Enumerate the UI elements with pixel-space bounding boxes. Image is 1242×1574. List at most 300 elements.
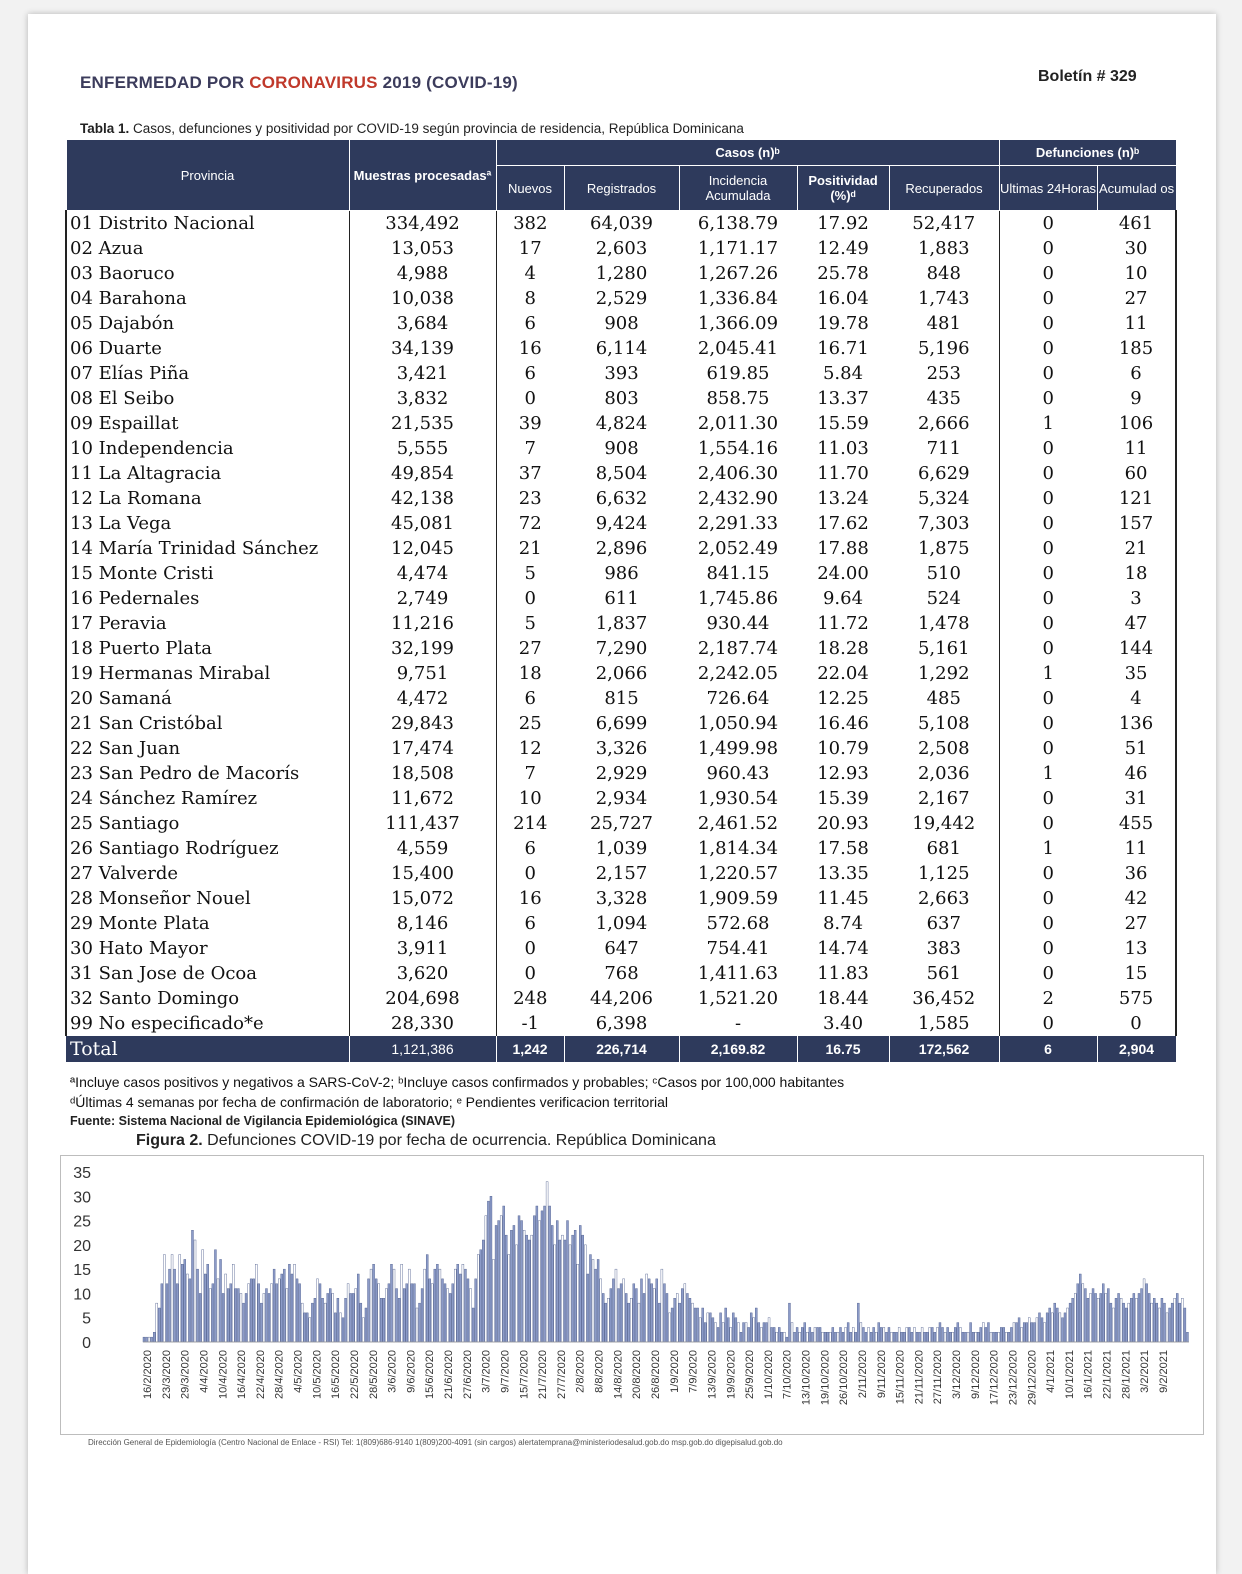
cell-recuperados: 848 [889, 261, 999, 286]
x-tick-label: 15/11/2020 [894, 1350, 907, 1405]
chart-bar [661, 1269, 663, 1342]
chart-bar [646, 1274, 648, 1342]
cell-ultimas: 0 [1042, 288, 1054, 309]
cell-recuperados: 435 [889, 386, 999, 411]
chart-bar [199, 1293, 201, 1342]
chart-bar [982, 1323, 984, 1342]
chart-bar [459, 1274, 461, 1342]
cell-incidencia: 1,814.34 [697, 838, 779, 859]
chart-bar [281, 1274, 283, 1342]
table-row [66, 586, 1176, 611]
chart-bar [837, 1332, 839, 1342]
chart-bar [702, 1308, 704, 1342]
cell-registrados: 3,326 [595, 738, 648, 759]
chart-bar [156, 1303, 158, 1342]
chart-bar [947, 1327, 949, 1342]
chart-bar [773, 1327, 775, 1342]
chart-bar [653, 1289, 655, 1342]
chart-bar [337, 1298, 339, 1342]
cell-ultimas: 0 [1042, 613, 1054, 634]
chart-bar [375, 1279, 377, 1342]
cell-muestras: 29,843 [349, 711, 496, 736]
chart-bar [694, 1308, 696, 1342]
cell-incidencia: 1,909.59 [697, 888, 779, 909]
table-total [66, 1036, 1176, 1062]
cell-registrados: 2,066 [595, 663, 648, 684]
chart-bar [322, 1298, 324, 1342]
chart-bar [360, 1303, 362, 1342]
chart-bar [980, 1327, 982, 1342]
cell-recuperados: 52,417 [889, 211, 999, 237]
x-tick-label: 28/1/2021 [1120, 1350, 1133, 1399]
table-row [66, 711, 1176, 736]
cell-provincia: 32 Santo Domingo [66, 986, 349, 1011]
chart-bar [1092, 1289, 1094, 1342]
cell-nuevos: 6 [524, 363, 536, 384]
cell-muestras: 32,199 [349, 636, 496, 661]
chart-bar [531, 1235, 533, 1342]
cell-acumulados: 461 [1097, 211, 1176, 237]
table-row [66, 736, 1176, 761]
total-ultimas: 6 [999, 1036, 1097, 1062]
chart-bar [1112, 1308, 1114, 1342]
cell-ultimas: 0 [1042, 238, 1054, 259]
chart-bar [485, 1216, 487, 1342]
chart-bar [1163, 1303, 1165, 1342]
chart-bar [643, 1293, 645, 1342]
chart-bar [439, 1269, 441, 1342]
x-tick-label: 27/7/2020 [555, 1350, 568, 1399]
chart-bar [638, 1303, 640, 1342]
x-tick-label: 21/7/2020 [537, 1350, 550, 1399]
chart-bar [791, 1323, 793, 1342]
cell-acumulados: 27 [1097, 286, 1176, 311]
chart-bar [704, 1323, 706, 1342]
cell-ultimas: 0 [1042, 213, 1054, 234]
chart-bar [1008, 1332, 1010, 1342]
cell-acumulados: 11 [1097, 836, 1176, 861]
header-positividad: Positividad (%)ᵈ [797, 166, 889, 211]
cell-acumulados: 575 [1097, 986, 1176, 1011]
cell-nuevos: 18 [518, 663, 542, 684]
chart-bar [403, 1289, 405, 1342]
report-title [80, 73, 518, 93]
chart-bar [311, 1303, 313, 1342]
total-muestras: 1,121,386 [349, 1036, 496, 1062]
chart-bar [1028, 1318, 1030, 1342]
cell-muestras: 4,474 [349, 561, 496, 586]
cell-positividad: 13.24 [817, 488, 869, 509]
table-row [66, 411, 1176, 436]
cell-nuevos: 6 [524, 838, 536, 859]
chart-bar [204, 1274, 206, 1342]
chart-bar [207, 1264, 209, 1342]
chart-bar [250, 1279, 252, 1342]
header-acumulados: Acumulad os [1097, 166, 1176, 211]
chart-bar [656, 1279, 658, 1342]
chart-bar [429, 1279, 431, 1342]
chart-bar [822, 1332, 824, 1342]
chart-bar [500, 1216, 502, 1342]
chart-bar [908, 1327, 910, 1342]
chart-bar [368, 1279, 370, 1342]
x-tick-label: 21/11/2020 [913, 1350, 926, 1405]
cell-acumulados: 60 [1097, 461, 1176, 486]
chart-bar [850, 1332, 852, 1342]
bulletin-number: Boletín # 329 [1038, 68, 1137, 85]
cell-incidencia: 1,521.20 [697, 988, 779, 1009]
title-coronavirus: CORONAVIRUS [249, 73, 378, 92]
cell-ultimas: 0 [1042, 488, 1054, 509]
x-tick-label: 26/8/2020 [650, 1350, 662, 1399]
chart-bar [883, 1327, 885, 1342]
x-tick-label: 13/9/2020 [706, 1350, 719, 1399]
cell-ultimas: 0 [1042, 688, 1054, 709]
figure-caption [136, 1132, 716, 1150]
chart-bar [362, 1318, 364, 1342]
chart-bar [1051, 1313, 1053, 1342]
table-row [66, 861, 1176, 886]
chart-bar [1046, 1313, 1048, 1342]
report-page [28, 14, 1216, 1574]
cell-acumulados: 10 [1097, 261, 1176, 286]
cell-muestras: 15,072 [349, 886, 496, 911]
cell-registrados: 803 [604, 388, 639, 409]
table-row [66, 211, 1176, 237]
chart-bar [549, 1206, 551, 1342]
chart-bar [651, 1284, 653, 1342]
table-row [66, 311, 1176, 336]
cell-ultimas: 1 [1042, 663, 1054, 684]
cell-nuevos: 6 [524, 313, 536, 334]
chart-bar [1158, 1308, 1160, 1342]
cell-positividad: 15.59 [817, 413, 869, 434]
chart-bar [740, 1332, 742, 1342]
chart-bar [184, 1259, 186, 1342]
chart-bar [355, 1289, 357, 1342]
chart-bar [243, 1303, 245, 1342]
chart-bar [663, 1284, 665, 1342]
chart-bar [745, 1323, 747, 1342]
chart-bar [288, 1264, 290, 1342]
chart-bar [265, 1289, 267, 1342]
x-tick-label: 7/9/2020 [687, 1350, 700, 1393]
cell-registrados: 2,929 [595, 763, 648, 784]
chart-bar [959, 1327, 961, 1342]
x-tick-label: 3/12/2020 [951, 1350, 963, 1399]
chart-bar [676, 1293, 678, 1342]
chart-bar [794, 1332, 796, 1342]
chart-bar [699, 1318, 701, 1342]
cell-muestras: 3,620 [349, 961, 496, 986]
chart-bar [873, 1327, 875, 1342]
cell-nuevos: 72 [518, 513, 542, 534]
chart-bar [903, 1332, 905, 1342]
chart-bar [880, 1327, 882, 1342]
chart-bar [148, 1337, 150, 1342]
cell-muestras: 13,053 [349, 236, 496, 261]
cell-acumulados: 455 [1097, 811, 1176, 836]
cell-muestras: 204,698 [349, 986, 496, 1011]
cell-incidencia: 2,045.41 [697, 338, 779, 359]
cell-positividad: 12.49 [817, 238, 869, 259]
cell-provincia: 10 Independencia [66, 436, 349, 461]
y-tick-label: 25 [73, 1213, 91, 1231]
cell-muestras: 2,749 [349, 586, 496, 611]
chart-bar [1064, 1313, 1066, 1342]
cell-recuperados: 1,875 [889, 536, 999, 561]
cell-provincia: 23 San Pedro de Macorís [66, 761, 349, 786]
chart-bar [271, 1284, 273, 1342]
chart-bar [163, 1255, 165, 1342]
cell-ultimas: 0 [1042, 563, 1054, 584]
table-row [66, 636, 1176, 661]
chart-bar [998, 1332, 1000, 1342]
source-note: Fuente: Sistema Nacional de Vigilancia Epidemiológica (SINAVE) [70, 1114, 456, 1128]
y-tick-label: 10 [73, 1286, 91, 1304]
x-tick-label: 23/12/2020 [1007, 1350, 1020, 1406]
chart-bar [574, 1230, 576, 1342]
chart-bar [472, 1308, 474, 1342]
chart-bar [1082, 1284, 1084, 1342]
chart-bar [924, 1332, 926, 1342]
cell-positividad: 17.88 [817, 538, 869, 559]
chart-bar [202, 1250, 204, 1342]
cell-registrados: 393 [604, 363, 639, 384]
cell-recuperados: 5,196 [889, 336, 999, 361]
table-row [66, 911, 1176, 936]
chart-bar [799, 1332, 801, 1342]
y-tick-label: 5 [82, 1310, 91, 1328]
chart-bar [1072, 1298, 1074, 1342]
cell-incidencia: 6,138.79 [697, 213, 779, 234]
cell-positividad: 17.92 [817, 213, 869, 234]
x-tick-label: 19/10/2020 [819, 1350, 832, 1406]
chart-bar [556, 1221, 558, 1342]
cell-muestras: 11,216 [349, 611, 496, 636]
chart-bar [1130, 1298, 1132, 1342]
chart-bar [970, 1323, 972, 1342]
chart-bar [964, 1332, 966, 1342]
cell-provincia: 14 María Trinidad Sánchez [66, 536, 349, 561]
chart-bar [304, 1313, 306, 1342]
cell-registrados: 768 [604, 963, 639, 984]
cell-nuevos: 17 [518, 238, 542, 259]
chart-bar [260, 1303, 262, 1342]
chart-bar [294, 1264, 296, 1342]
cell-recuperados: 681 [889, 836, 999, 861]
chart-bar [766, 1323, 768, 1342]
chart-bar [1153, 1298, 1155, 1342]
cell-ultimas: 0 [1042, 1013, 1054, 1034]
cell-recuperados: 711 [889, 436, 999, 461]
chart-bar [345, 1298, 347, 1342]
table-row [66, 786, 1176, 811]
chart-bar [447, 1289, 449, 1342]
cell-registrados: 815 [604, 688, 639, 709]
chart-bar [227, 1289, 229, 1342]
table-row [66, 811, 1176, 836]
cell-registrados: 2,896 [595, 538, 648, 559]
provinces-table [65, 139, 1177, 1062]
x-tick-label: 15/7/2020 [518, 1350, 531, 1399]
chart-bar [681, 1289, 683, 1342]
chart-bar [1179, 1303, 1181, 1342]
chart-bar [1005, 1332, 1007, 1342]
chart-bar [587, 1274, 589, 1342]
chart-bar [316, 1279, 318, 1342]
cell-nuevos: 39 [518, 413, 542, 434]
chart-bar [689, 1298, 691, 1342]
cell-positividad: 16.04 [817, 288, 869, 309]
cell-provincia: 29 Monte Plata [66, 911, 349, 936]
cell-ultimas: 0 [1042, 463, 1054, 484]
cell-recuperados: 561 [889, 961, 999, 986]
cell-nuevos: 12 [518, 738, 542, 759]
header-defunciones-group: Defunciones (n)ᵇ [999, 140, 1176, 166]
chart-bar [679, 1303, 681, 1342]
chart-bar [1148, 1293, 1150, 1342]
y-tick-label: 0 [82, 1335, 91, 1352]
cell-incidencia: 1,411.63 [697, 963, 779, 984]
chart-bar [607, 1298, 609, 1342]
cell-incidencia: 1,366.09 [697, 313, 779, 334]
x-tick-label: 4/4/2020 [198, 1350, 211, 1393]
table-row [66, 686, 1176, 711]
table-row [66, 611, 1176, 636]
cell-acumulados: 185 [1097, 336, 1176, 361]
cell-registrados: 64,039 [590, 213, 653, 234]
chart-bar [888, 1327, 890, 1342]
cell-incidencia: 2,011.30 [697, 413, 779, 434]
chart-bar [342, 1318, 344, 1342]
chart-bar [398, 1298, 400, 1342]
chart-bar [954, 1327, 956, 1342]
cell-positividad: 18.44 [817, 988, 869, 1009]
cell-incidencia: 2,432.90 [697, 488, 779, 509]
chart-bar [1061, 1318, 1063, 1342]
cell-ultimas: 0 [1042, 863, 1054, 884]
chart-bar [605, 1303, 607, 1342]
chart-bar [584, 1245, 586, 1342]
cell-incidencia: 2,052.49 [697, 538, 779, 559]
chart-bar [299, 1284, 301, 1342]
chart-bar [464, 1269, 466, 1342]
chart-bar [186, 1274, 188, 1342]
cell-nuevos: 382 [513, 213, 548, 234]
cell-registrados: 44,206 [590, 988, 653, 1009]
cell-acumulados: 46 [1097, 761, 1176, 786]
chart-bar [1056, 1308, 1058, 1342]
cell-incidencia: 1,267.26 [697, 263, 779, 284]
chart-bar [212, 1284, 214, 1342]
chart-bar [296, 1279, 298, 1342]
chart-bar [278, 1279, 280, 1342]
cell-recuperados: 637 [889, 911, 999, 936]
x-tick-label: 19/9/2020 [725, 1350, 738, 1399]
header-provincia: Provincia [66, 140, 349, 211]
figure-caption-text: Defunciones COVID-19 por fecha de ocurrencia. República Dominicana [202, 1132, 716, 1149]
chart-bar [852, 1327, 854, 1342]
cell-registrados: 6,632 [595, 488, 648, 509]
cell-positividad: 24.00 [817, 563, 869, 584]
cell-muestras: 3,832 [349, 386, 496, 411]
x-tick-label: 28/5/2020 [367, 1350, 380, 1399]
table-row [66, 461, 1176, 486]
chart-bar [365, 1308, 367, 1342]
cell-positividad: 11.03 [817, 438, 869, 459]
chart-bar [776, 1332, 778, 1342]
chart-bar [1166, 1313, 1168, 1342]
cell-ultimas: 0 [1042, 588, 1054, 609]
chart-bar [370, 1269, 372, 1342]
chart-bar [824, 1332, 826, 1342]
chart-bar [1118, 1293, 1120, 1342]
cell-incidencia: 1,336.84 [697, 288, 779, 309]
chart-bar [510, 1230, 512, 1342]
chart-bar [842, 1332, 844, 1342]
chart-bar [567, 1221, 569, 1342]
cell-incidencia: 1,171.17 [697, 238, 779, 259]
chart-bar [778, 1327, 780, 1342]
chart-bar [169, 1269, 171, 1342]
table-row [66, 661, 1176, 686]
chart-bar [1141, 1289, 1143, 1342]
chart-bar [625, 1293, 627, 1342]
cell-nuevos: 6 [524, 688, 536, 709]
cell-acumulados: 6 [1097, 361, 1176, 386]
header-casos-group: Casos (n)ᵇ [496, 140, 999, 166]
chart-bar [1021, 1327, 1023, 1342]
chart-bar [151, 1337, 153, 1342]
cell-incidencia: 960.43 [706, 763, 770, 784]
table-body [66, 211, 1176, 1037]
cell-ultimas: 0 [1042, 813, 1054, 834]
table-row [66, 536, 1176, 561]
cell-positividad: 17.58 [817, 838, 869, 859]
cell-provincia: 30 Hato Mayor [66, 936, 349, 961]
chart-bar [406, 1284, 408, 1342]
cell-muestras: 34,139 [349, 336, 496, 361]
chart-bar [230, 1284, 232, 1342]
chart-bar [1151, 1303, 1153, 1342]
cell-recuperados: 5,324 [889, 486, 999, 511]
chart-bar [1123, 1303, 1125, 1342]
chart-bar [286, 1289, 288, 1342]
chart-bar [768, 1318, 770, 1342]
table-row [66, 886, 1176, 911]
deaths-chart-frame [60, 1155, 1204, 1435]
chart-bar [569, 1245, 571, 1342]
cell-acumulados: 36 [1097, 861, 1176, 886]
header-incidencia: Incidencia Acumulada [679, 166, 797, 211]
cell-nuevos: 10 [518, 788, 542, 809]
chart-bar [232, 1264, 234, 1342]
chart-bar [633, 1284, 635, 1342]
cell-recuperados: 2,167 [889, 786, 999, 811]
cell-nuevos: 7 [524, 763, 536, 784]
chart-bar [1010, 1327, 1012, 1342]
cell-muestras: 49,854 [349, 461, 496, 486]
cell-recuperados: 36,452 [889, 986, 999, 1011]
cell-muestras: 334,492 [349, 211, 496, 237]
chart-bar [1074, 1293, 1076, 1342]
x-tick-label: 26/10/2020 [838, 1350, 851, 1406]
chart-bar [1181, 1298, 1183, 1342]
x-tick-label: 3/2/2021 [1139, 1350, 1152, 1393]
total-label: Total [66, 1036, 349, 1062]
cell-muestras: 9,751 [349, 661, 496, 686]
